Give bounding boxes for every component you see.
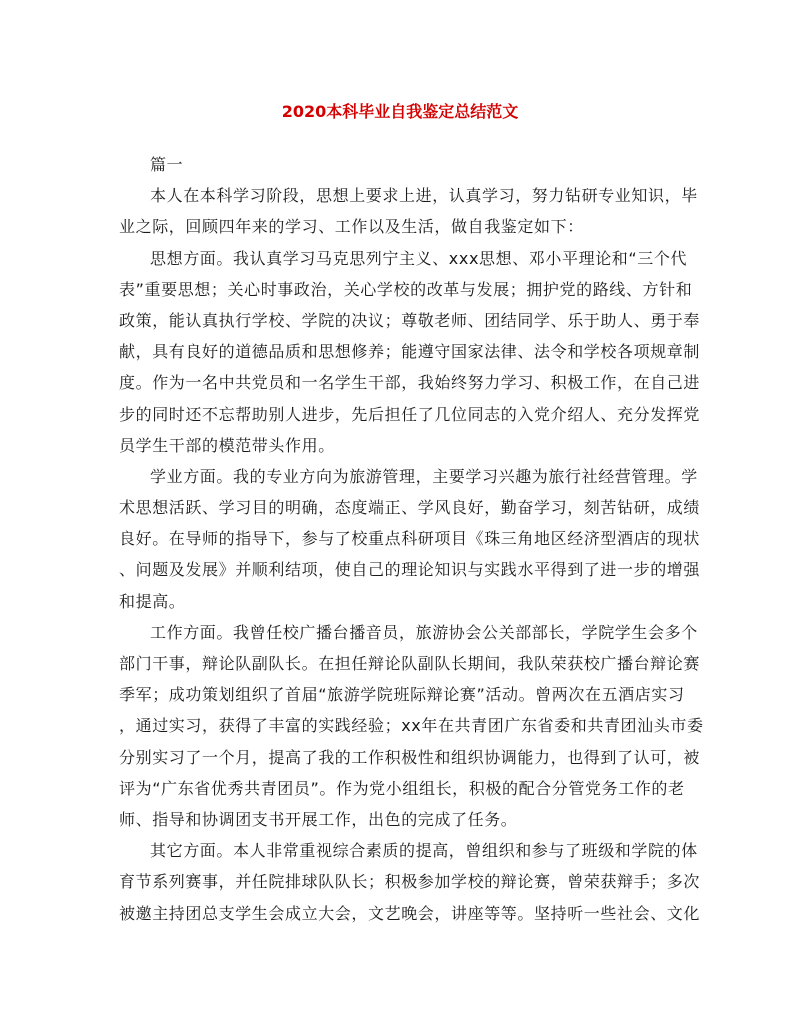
paragraph-other-line: 育节系列赛事，并任院排球队队长；积极参加学校的辩论赛，曾荣获辩手；多次 (119, 872, 701, 892)
paragraph-ideology-line: 献，具有良好的道德品质和思想修养；能遵守国家法律、法令和学校各项规章制 (119, 342, 701, 362)
paragraph-ideology-line: 步的同时还不忘帮助别人进步，先后担任了几位同志的入党介绍人、充分发挥党 (119, 404, 701, 424)
paragraph-ideology-line: 表”重要思想；关心时事政治，关心学校的改革与发展；拥护党的路线、方针和 (119, 279, 693, 299)
paragraph-academic-line: 和提高。 (119, 591, 186, 611)
paragraph-ideology-line: 员学生干部的模范带头作用。 (119, 435, 335, 455)
paragraph-work-line: 季军；成功策划组织了首届“旅游学院班际辩论赛”活动。曾两次在五酒店实习 (119, 685, 685, 705)
paragraph-intro-line: 本人在本科学习阶段，思想上要求上进，认真学习，努力钻研专业知识，毕 (150, 186, 698, 206)
document-title: 2020本科毕业自我鉴定总结范文 (281, 102, 519, 121)
paragraph-ideology-line: 思想方面。我认真学习马克思列宁主义、xxx思想、邓小平理论和“三个代 (150, 248, 688, 268)
paragraph-academic-line: 、问题及发展》并顺利结项，使自己的理论知识与实践水平得到了进一步的增强 (119, 560, 701, 580)
paragraph-work-line: 分别实习了一个月，提高了我的工作积极性和组织协调能力，也得到了认可，被 (119, 747, 701, 767)
section-heading-pian-yi: 篇一 (150, 155, 184, 174)
paragraph-work-line: 部门干事，辩论队副队长。在担任辩论队副队长期间，我队荣获校广播台辩论赛 (119, 654, 701, 673)
paragraph-academic-line: 术思想活跃、学习目的明确，态度端正、学风良好，勤奋学习，刻苦钻研，成绩 (119, 498, 701, 518)
paragraph-work-line: 评为“广东省优秀共青团员”。作为党小组组长，积极的配合分管党务工作的老 (119, 778, 685, 798)
paragraph-academic-line: 学业方面。我的专业方向为旅游管理，主要学习兴趣为旅行社经营管理。学 (150, 466, 698, 486)
paragraph-other-line: 其它方面。本人非常重视综合素质的提高，曾组织和参与了班级和学院的体 (150, 841, 698, 861)
paragraph-other-line: 被邀主持团总支学生会成立大会，文艺晚会，讲座等等。坚持听一些社会、文化 (119, 903, 701, 923)
paragraph-intro-line: 业之际，回顾四年来的学习、工作以及生活，做自我鉴定如下： (119, 217, 584, 237)
paragraph-work-line: ，通过实习，获得了丰富的实践经验；xx年在共青团广东省委和共青团汕头市委 (119, 716, 704, 736)
paragraph-academic-line: 良好。在导师的指导下，参与了校重点科研项目《珠三角地区经济型酒店的现状 (119, 529, 701, 549)
paragraph-work-line: 工作方面。我曾任校广播台播音员，旅游协会公关部部长，学院学生会多个 (150, 622, 698, 642)
paragraph-ideology-line: 度。作为一名中共党员和一名学生干部，我始终努力学习、积极工作，在自己进 (119, 373, 701, 393)
paragraph-ideology-line: 政策，能认真执行学校、学院的决议；尊敬老师、团结同学、乐于助人、勇于奉 (119, 310, 701, 330)
paragraph-work-line: 师、指导和协调团支书开展工作，出色的完成了任务。 (119, 809, 518, 829)
document-body (119, 149, 704, 929)
